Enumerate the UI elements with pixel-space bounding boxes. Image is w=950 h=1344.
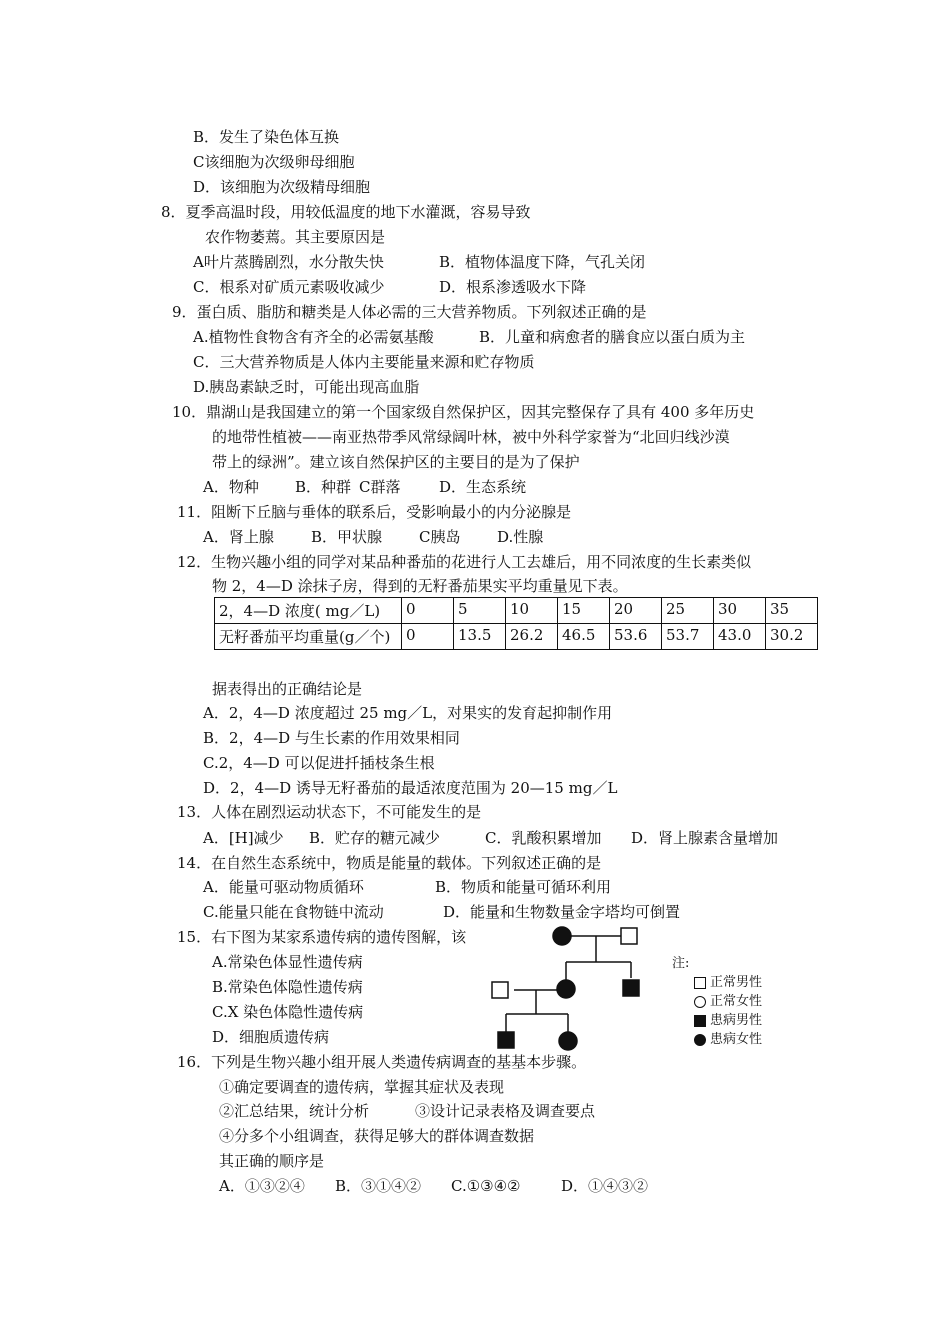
q12-stem-line1: 12．生物兴趣小组的同学对某品种番茄的花进行人工去雄后，用不同浓度的生长素类似	[177, 553, 752, 571]
q14-options-cd	[203, 902, 680, 922]
q10-option-c: C群落	[359, 478, 401, 496]
q8-option-c: C．根系对矿质元素吸收减少	[193, 278, 385, 296]
q13-option-c: C．乳酸积累增加	[485, 829, 602, 847]
q16-option-a: A．①③②④	[219, 1177, 305, 1195]
q13-options	[203, 828, 778, 848]
q10-stem-line2: 的地带性植被——南亚热带季风常绿阔叶林，被中外科学家誉为“北回归线沙漠	[212, 428, 730, 446]
q15-option-d: D．细胞质遗传病	[212, 1028, 330, 1046]
legend-item	[694, 1011, 762, 1030]
q16-options	[219, 1176, 648, 1196]
affected-male-symbol	[498, 1032, 514, 1048]
q11-stem: 11．阻断下丘脑与垂体的联系后，受影响最小的内分泌腺是	[177, 503, 572, 521]
affected-female-symbol	[557, 980, 575, 998]
table-cell: 15	[558, 598, 610, 624]
q12-option-c: C.2，4—D 可以促进扦插枝条生根	[203, 754, 435, 772]
q9-options-ab	[193, 327, 745, 347]
filled-square-icon	[694, 1015, 706, 1027]
affected-male-symbol	[623, 980, 639, 996]
table-cell: 30.2	[766, 624, 818, 650]
legend-label: 患病男性	[710, 1013, 763, 1028]
q7-option-d: D．该细胞为次级精母细胞	[193, 178, 371, 196]
q16-option-c: C.①③④②	[451, 1177, 521, 1195]
legend-item	[694, 1030, 762, 1049]
q15-option-b: B.常染色体隐性遗传病	[212, 978, 363, 996]
q10-option-d: D．生态系统	[439, 478, 527, 496]
q12-data-table	[214, 597, 818, 650]
q13-stem: 13．人体在剧烈运动状态下，不可能发生的是	[177, 803, 482, 821]
q16-stem: 16．下列是生物兴趣小组开展人类遗传病调查的基基本步骤。	[177, 1053, 587, 1071]
q12-conclusion-prompt: 据表得出的正确结论是	[212, 680, 363, 698]
q15-option-a: A.常染色体显性遗传病	[212, 953, 363, 971]
q8-options-ab	[193, 252, 645, 272]
q15-option-c: C.X 染色体隐性遗传病	[212, 1003, 364, 1021]
table-cell: 25	[662, 598, 714, 624]
q13-option-a: A．[H]减少	[203, 829, 284, 847]
table-row-header: 2，4—D 浓度( mg／L)	[215, 598, 402, 624]
q14-option-c: C.能量只能在食物链中流动	[203, 903, 384, 921]
legend-label: 正常男性	[710, 975, 763, 990]
q15-stem: 15．右下图为某家系遗传病的遗传图解，该	[177, 928, 467, 946]
normal-male-symbol	[492, 982, 508, 998]
q16-step-2: ②汇总结果，统计分析	[219, 1102, 370, 1120]
table-cell: 13.5	[454, 624, 506, 650]
q16-step-1: ①确定要调查的遗传病，掌握其症状及表现	[219, 1078, 505, 1096]
q10-option-a: A．物种	[203, 478, 259, 496]
q8-stem-line1: 8．夏季高温时段，用较低温度的地下水灌溉，容易导致	[161, 203, 531, 221]
q12-option-d: D．2，4—D 诱导无籽番茄的最适浓度范围为 20—15 mg／L	[203, 779, 618, 797]
q16-step-4: ④分多个小组调查，获得足够大的群体调查数据	[219, 1127, 535, 1145]
q14-stem: 14．在自然生态系统中，物质是能量的载体。下列叙述正确的是	[177, 854, 602, 872]
legend-title: 注:	[672, 956, 690, 971]
table-row	[215, 624, 818, 650]
table-cell: 53.7	[662, 624, 714, 650]
q10-stem-line3: 带上的绿洲”。建立该自然保护区的主要目的是为了保护	[212, 453, 580, 471]
q13-option-b: B．贮存的糖元减少	[309, 829, 441, 847]
q16-order-prompt: 其正确的顺序是	[219, 1152, 325, 1170]
q8-option-b: B．植物体温度下降，气孔关闭	[439, 253, 646, 271]
table-cell: 53.6	[610, 624, 662, 650]
normal-male-symbol	[621, 928, 637, 944]
q12-option-a: A．2，4—D 浓度超过 25 mg／L，对果实的发育起抑制作用	[203, 704, 613, 722]
legend-label: 患病女性	[710, 1032, 763, 1047]
q7-option-b: B．发生了染色体互换	[193, 128, 340, 146]
q8-option-d: D．根系渗透吸水下降	[439, 278, 587, 296]
legend-item	[694, 973, 762, 992]
table-cell: 5	[454, 598, 506, 624]
q10-stem-line1: 10．鼎湖山是我国建立的第一个国家级自然保护区，因其完整保存了具有 400 多年历史	[172, 403, 755, 421]
q11-option-a: A．肾上腺	[203, 528, 274, 546]
pedigree-legend	[672, 954, 762, 1049]
q9-option-a: A.植物性食物含有齐全的必需氨基酸	[193, 328, 434, 346]
q12-stem-line2: 物 2，4—D 涂抹子房，得到的无籽番茄果实平均重量见下表。	[212, 577, 628, 595]
table-cell: 46.5	[558, 624, 610, 650]
q10-options	[203, 477, 526, 497]
q9-stem: 9．蛋白质、脂肪和糖类是人体必需的三大营养物质。下列叙述正确的是	[172, 303, 647, 321]
q11-options	[203, 527, 543, 547]
q8-options-cd	[193, 277, 586, 297]
filled-circle-icon	[694, 1034, 706, 1046]
table-cell: 30	[714, 598, 766, 624]
q14-option-b: B．物质和能量可循环利用	[435, 878, 612, 896]
q16-step-3: ③设计记录表格及调查要点	[415, 1102, 596, 1120]
table-row-header: 无籽番茄平均重量(g／个)	[215, 624, 402, 650]
affected-female-symbol	[559, 1032, 577, 1050]
table-cell: 0	[402, 598, 454, 624]
square-icon	[694, 977, 706, 989]
q8-option-a: A叶片蒸腾剧烈，水分散失快	[193, 253, 384, 271]
affected-female-symbol	[553, 927, 571, 945]
q16-option-b: B．③①④②	[335, 1177, 422, 1195]
q11-option-c: C胰岛	[419, 528, 461, 546]
q8-stem-line2: 农作物萎蔫。其主要原因是	[205, 228, 386, 246]
q12-option-b: B．2，4—D 与生长素的作用效果相同	[203, 729, 460, 747]
q16-steps-2-3	[219, 1101, 595, 1121]
table-cell: 43.0	[714, 624, 766, 650]
q16-option-d: D．①④③②	[561, 1177, 649, 1195]
table-row	[215, 598, 818, 624]
legend-item	[694, 992, 762, 1011]
circle-icon	[694, 996, 706, 1008]
q14-options-ab	[203, 877, 611, 897]
q9-option-c: C．三大营养物质是人体内主要能量来源和贮存物质	[193, 353, 535, 371]
legend-label: 正常女性	[710, 994, 763, 1009]
q9-option-d: D.胰岛素缺乏时，可能出现高血脂	[193, 378, 420, 396]
q14-option-d: D．能量和生物数量金字塔均可倒置	[443, 903, 681, 921]
table-cell: 35	[766, 598, 818, 624]
q9-option-b: B．儿童和病愈者的膳食应以蛋白质为主	[479, 328, 746, 346]
table-cell: 20	[610, 598, 662, 624]
table-cell: 0	[402, 624, 454, 650]
q11-option-b: B．甲状腺	[311, 528, 383, 546]
table-cell: 26.2	[506, 624, 558, 650]
q7-option-c: C该细胞为次级卵母细胞	[193, 153, 355, 171]
q14-option-a: A．能量可驱动物质循环	[203, 878, 364, 896]
q13-option-d: D．肾上腺素含量增加	[631, 829, 779, 847]
q11-option-d: D.性腺	[497, 528, 544, 546]
q10-option-b: B．种群	[295, 478, 352, 496]
table-cell: 10	[506, 598, 558, 624]
